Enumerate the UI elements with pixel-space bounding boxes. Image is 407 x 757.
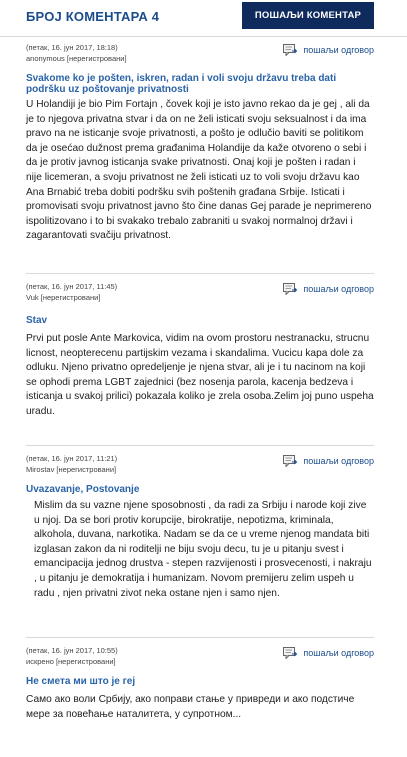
comment-body: Prvi put posle Ante Markovica, vidim na ovom prostoru nestranacku, strucnu licnost, neopterecenu partijskim vezama i skandalima. Vucicu kapa dole za odluku. Njeno privatno opredeljenje je njena stvar, ali je i tu nacinom na koji se ophodi prema LGBT zajednici (bez nosenja parola, kacenja bedzeva i isticanja u svakoj prilici) pokazala koliko je zrela osoba.Zelim joj puno uspeha uradu. [26,333,374,417]
comment-meta [26,454,374,478]
reply-link[interactable] [283,283,374,295]
reply-icon [283,44,297,56]
comment-date: (петак, 16. јун 2017, 11:45) [26,282,118,291]
reply-icon [283,647,297,659]
comment-title: Svakome ko je pošten, iskren, radan i voli svoju državu treba dati podršku uz poštovanje privatnosti [26,73,337,95]
reply-link[interactable] [283,455,374,467]
comment-date: (петак, 16. јун 2017, 11:21) [26,454,118,463]
comment-body: Само ако воли Србију, ако поправи стање у привреди и ако подстиче мере за повећање наталитета, у супротном... [26,694,355,720]
reply-link[interactable] [283,44,374,56]
comment-body: Mislim da su vazne njene sposobnosti , da radi za Srbiju i narode koji zive u njoj. Da se bori protiv korupcije, birokratije, nepotizma, kriminala, alkohola, duvana, narkotika. Nadam se da ce u vreme njenog mandata biti izglasan zakon da ni roditelji ne biju svoju decu, tu je u pitanju svest i emancipacija jednog drustva - stepen razvijenosti i prosvecenosti, i nakraju , u pitanju je demokratija i humanizam. Novom premijeru zelim uspeh u radu , njen privatni zivot neka ostane njen i samo njen. [34,500,372,599]
comment-author: искрено [нерегистровани] [26,657,116,666]
reply-link[interactable] [283,647,374,659]
comment-title: Не смета ми што је геј [26,676,136,687]
comment-meta [26,282,374,306]
comment-date: (петак, 16. јун 2017, 18:18) [26,43,118,52]
comment-date: (петак, 16. јун 2017, 10:55) [26,646,118,655]
reply-label: пошаљи одговор [303,456,374,466]
comment-author: Vuk [нерегистровани] [26,293,101,302]
reply-label: пошаљи одговор [303,284,374,294]
comment-meta [26,43,374,67]
reply-label: пошаљи одговор [303,45,374,55]
comment-author: anonymous [нерегистровани] [26,54,127,63]
comment-item [26,446,374,637]
comments-header [0,0,407,37]
comment-item [26,638,374,722]
reply-icon [283,283,297,295]
comment-title: Uvazavanje, Postovanje [26,484,140,495]
comment-item [26,274,374,445]
comment-item [26,37,374,273]
reply-icon [283,455,297,467]
reply-label: пошаљи одговор [303,648,374,658]
comment-author: Mirostav [нерегистровани] [26,465,117,474]
comment-title: Stav [26,315,48,326]
comment-count-title: БРОЈ КОМЕНТАРА 4 [26,9,160,24]
send-comment-button[interactable]: ПОШАЉИ КОМЕНТАР [242,2,374,29]
comment-meta [26,646,374,670]
comment-body: U Holandiji je bio Pim Fortajn , čovek koji je isto javno rekao da je gej , ali da je to njegova privatna stvar i da on ne želi isticati svoju seksualnost i da ima pravo na ne isticanje svoje privatnosti, a pošto je odlučio baviti se politikom da je osećao dužnost prema građanima Holandije da kaže otvoreno o sebi i da je protiv javnog isticanja svake privatnosti. Onaj koji je pošten i radan i nije licemeran, a svoju privatnost ne želi isticati uz to voli svoju državu kao Ana Brnabić treba dobiti podršku svih poštenih građana Srbije. Isticati i promovisati svoju privatnost javno što čine danas Gej parade je neprimereno ispolitizovano i to bi svakako trebalo zabraniti u svakoj normalnoj državi i zagarantovati svačiju privatnost. [26,99,372,242]
